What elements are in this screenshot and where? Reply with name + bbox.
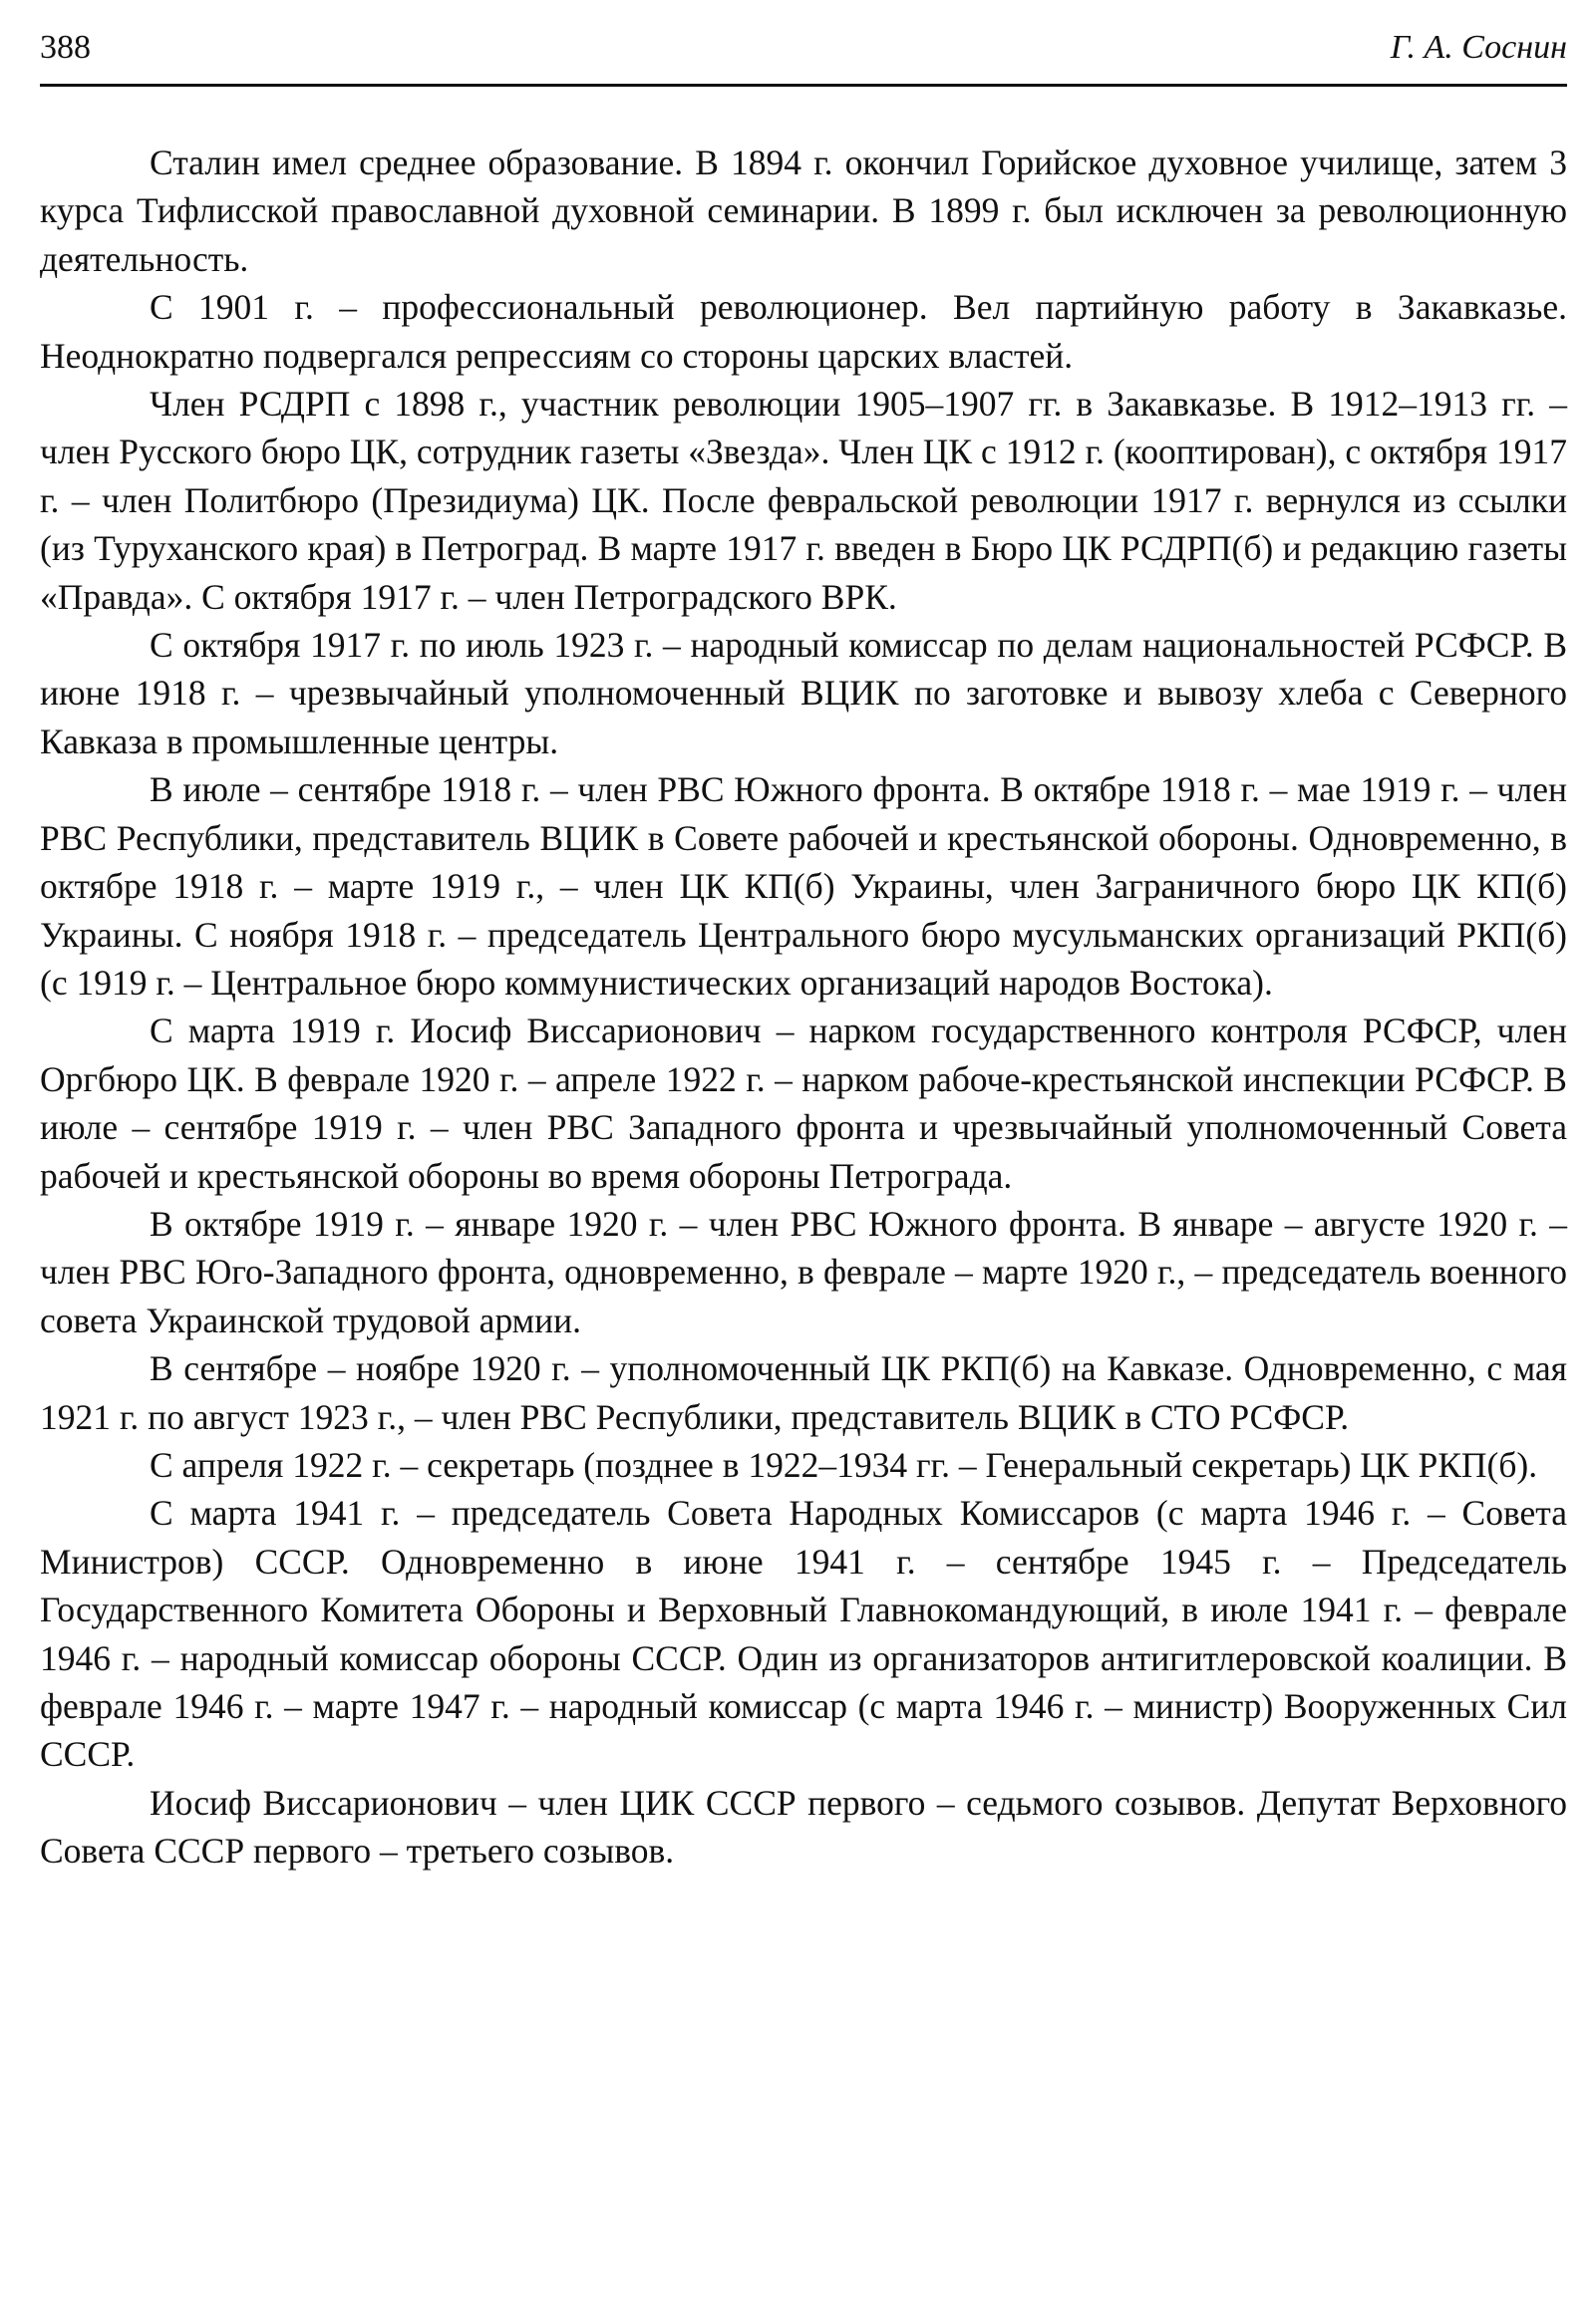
paragraph-rsdrp: Член РСДРП с 1898 г., участник революции 1905–1907 гг. в Закавказье. В 1912–1913 гг. – член Русского бюро ЦК, сотрудник газеты «Звезда». Член ЦК с 1912 г. (кооптирован), с октября 1917 г. – член Политбюро (Президиума) ЦК. После февральской революции 1917 г. вернулся из ссылки (из Туруханского края) в Петроград. В марте 1917 г. введен в Бюро ЦК РСДРП(б) и редакцию газеты «Правда». С октября 1917 г. – член Петроградского ВРК. (40, 384, 1567, 617)
header-rule (40, 84, 1567, 87)
paragraph-general-secretary: С апреля 1922 г. – секретарь (позднее в 1922–1934 гг. – Генеральный секретарь) ЦК РКП(б). (150, 1444, 1538, 1485)
body-text (40, 139, 1567, 1876)
paragraph-state-control: С марта 1919 г. Иосиф Виссарионович – нарком государственного контроля РСФСР, член Оргбюро ЦК. В феврале 1920 г. – апреле 1922 г. – нарком рабоче-крестьянской инспекции РСФСР. В июле – сентябре 1919 г. – член РВС Западного фронта и чрезвычайный уполномоченный Совета рабочей и крестьянской обороны во время обороны Петрограда. (40, 1011, 1567, 1196)
page-number: 388 (40, 29, 91, 66)
paragraph-revolutionary: С 1901 г. – профессиональный революционер. Вел партийную работу в Закавказье. Неоднократно подвергался репрессиям со стороны царских властей. (40, 287, 1567, 376)
running-head-author: Г. А. Соснин (1390, 29, 1567, 66)
paragraph-southwestern-front: В октябре 1919 г. – январе 1920 г. – член РВС Южного фронта. В январе – августе 1920 г. – член РВС Юго-Западного фронта, одновременно, в феврале – марте 1920 г., – председатель военного совета Украинской трудовой армии. (40, 1203, 1567, 1340)
paragraph-caucasus: В сентябре – ноябре 1920 г. – уполномоченный ЦК РКП(б) на Кавказе. Одновременно, с мая 1921 г. по август 1923 г., – член РВС Республики, представитель ВЦИК в СТО РСФСР. (40, 1348, 1567, 1437)
running-head (40, 22, 1567, 80)
paragraph-deputy: Иосиф Виссарионович – член ЦИК СССР первого – седьмого созывов. Депутат Верховного Совета СССР первого – третьего созывов. (40, 1782, 1567, 1872)
paragraph-sovnarkom-1941: С марта 1941 г. – председатель Совета Народных Комиссаров (с марта 1946 г. – Совета Министров) СССР. Одновременно в июне 1941 г. – сентябре 1945 г. – Председатель Государственного Комитета Обороны и Верховный Главнокомандующий, в июле 1941 г. – феврале 1946 г. – народный комиссар обороны СССР. Один из организаторов антигитлеровской коалиции. В феврале 1946 г. – марте 1947 г. – народный комиссар (с марта 1946 г. – министр) Вооруженных Сил СССР. (40, 1493, 1567, 1775)
paragraph-education: Сталин имел среднее образование. В 1894 г. окончил Горийское духовное училище, затем 3 курса Тифлисской православной духовной семинарии. В 1899 г. был исключен за революционную деятельность. (40, 143, 1567, 279)
book-page (40, 22, 1567, 1876)
paragraph-southern-front-1918: В июле – сентябре 1918 г. – член РВС Южного фронта. В октябре 1918 г. – мае 1919 г. – член РВС Республики, представитель ВЦИК в Совете рабочей и крестьянской обороны. Одновременно, в октябре 1918 г. – марте 1919 г., – член ЦК КП(б) Украины, член Заграничного бюро ЦК КП(б) Украины. С ноября 1918 г. – председатель Центрального бюро мусульманских организаций РКП(б) (с 1919 г. – Центральное бюро коммунистических организаций народов Востока). (40, 769, 1567, 1003)
paragraph-narkom-nationalities: С октября 1917 г. по июль 1923 г. – народный комиссар по делам национальностей РСФСР. В июне 1918 г. – чрезвычайный уполномоченный ВЦИК по заготовке и вывозу хлеба с Северного Кавказа в промышленные центры. (40, 625, 1567, 761)
